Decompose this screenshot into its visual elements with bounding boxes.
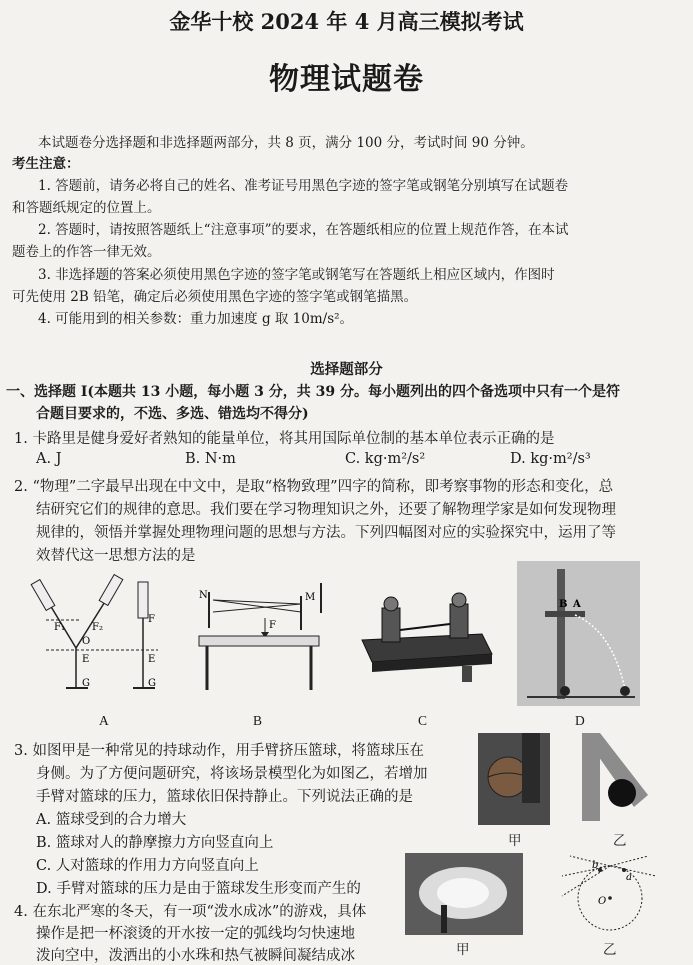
- fig-label-c: C: [418, 713, 428, 728]
- fig-a-mark-e: E: [82, 654, 90, 665]
- figure-d-projectile-apparatus: [517, 561, 640, 706]
- fig-label-b: B: [253, 713, 263, 728]
- fig-a-mark-o: O: [82, 636, 91, 647]
- q3-figure-jia-basketball: [478, 733, 550, 825]
- figure-c-torsion-balance: [352, 590, 497, 700]
- q3-fig-label-yi: 乙: [613, 833, 627, 848]
- q4-line-3: 泼向空中，泼洒出的小水珠和热气被瞬间凝结成冰: [36, 948, 355, 964]
- notice-item-1-line-2: 和答题纸规定的位置上。: [12, 200, 161, 216]
- q3-option-a: A. 篮球受到的合力增大: [36, 812, 187, 828]
- q1-option-a: A. J: [36, 451, 62, 467]
- q3-option-c: C. 人对篮球的作用力方向竖直向上: [36, 858, 259, 874]
- q1-option-d: D. kg·m²/s³: [510, 451, 591, 467]
- fig-d-mark-a: A: [573, 599, 581, 610]
- notice-item-3-line-1: 3. 非选择题的答案必须使用黑色字迹的签字笔或钢笔写在答题纸上相应区域内，作图时: [38, 267, 555, 283]
- q3-fig-label-jia: 甲: [508, 833, 522, 848]
- fig-a-mark-g: G: [82, 678, 90, 689]
- fig-a-mark-e-right: E: [148, 654, 156, 665]
- part1-instruction-line-1: 一、选择题 Ⅰ(本题共 13 小题，每小题 3 分，共 39 分。每小题列出的四个备选项中只有一个是符: [6, 384, 620, 400]
- fig-a-mark-f2: F₂: [92, 622, 103, 633]
- section-title: 选择题部分: [310, 361, 383, 378]
- figure-a-force-composition: [28, 570, 178, 700]
- q1-option-b: B. N·m: [185, 451, 236, 467]
- q4-fig-label-jia: 甲: [456, 942, 470, 957]
- q3-line-1: 3. 如图甲是一种常见的持球动作，用手臂挤压篮球，将篮球压在: [14, 743, 424, 759]
- notice-item-2-line-1: 2. 答题时，请按照答题纸上“注意事项”的要求，在答题纸相应的位置上规范作答，在本试: [38, 222, 569, 238]
- fig-label-a: A: [99, 713, 109, 728]
- q4-line-1: 4. 在东北严寒的冬天，有一项“泼水成冰”的游戏，具体: [14, 904, 367, 920]
- q2-line-3: 规律的，领悟并掌握处理物理问题的思想与方法。下列四幅图对应的实验探究中，运用了等: [36, 525, 616, 541]
- q4-fig-mark-o: O: [598, 896, 607, 907]
- fig-b-mark-n: N: [199, 590, 208, 601]
- notice-item-4: 4. 可能用到的相关参数：重力加速度 g 取 10m/s²。: [38, 311, 354, 327]
- notice-item-3-line-2: 可先使用 2B 铅笔，确定后必须使用黑色字迹的签字笔或钢笔描黑。: [12, 289, 418, 305]
- q3-line-2: 身侧。为了方便问题研究，将该场景模型化为如图乙，若增加: [36, 766, 428, 782]
- q4-line-2: 操作是把一杯滚烫的开水按一定的弧线均匀快速地: [36, 926, 355, 942]
- fig-b-mark-f: F: [269, 620, 276, 631]
- q3-option-b: B. 篮球对人的静摩擦力方向竖直向上: [36, 835, 274, 851]
- q1-stem: 1. 卡路里是健身爱好者熟知的能量单位，将其用国际单位制的基本单位表示正确的是: [14, 431, 555, 447]
- exam-title: 金华十校 2024 年 4 月高三模拟考试: [169, 9, 524, 34]
- fig-a-mark-g-right: G: [148, 678, 156, 689]
- q2-line-2: 结研究它们的规律的意思。我们要在学习物理知识之外，还要了解物理学家是如何发现物理: [36, 502, 616, 518]
- q4-fig-label-yi: 乙: [603, 942, 617, 957]
- q3-option-d: D. 手臂对篮球的压力是由于篮球发生形变而产生的: [36, 881, 361, 897]
- q2-line-1: 2. “物理”二字最早出现在中文中，是取“格物致理”四字的简称，即考察事物的形态和变化，总: [14, 479, 614, 495]
- q3-line-3: 手臂对篮球的压力，篮球依旧保持静止。下列说法正确的是: [36, 789, 413, 805]
- q4-figure-jia-splash: [405, 853, 523, 935]
- fig-d-mark-b: B: [559, 599, 568, 610]
- notice-item-1-line-1: 1. 答题前，请务必将自己的姓名、准考证号用黑色字迹的签字笔或钢笔分别填写在试题卷: [38, 178, 569, 194]
- q2-line-4: 效替代这一思想方法的是: [36, 548, 196, 564]
- part1-instruction-line-2: 合题目要求的，不选、多选、错选均不得分): [36, 406, 309, 422]
- notice-item-2-line-2: 题卷上的作答一律无效。: [12, 244, 161, 260]
- q4-figure-yi-trajectory: [548, 848, 663, 938]
- q3-figure-yi-model: [578, 733, 653, 823]
- notice-heading: 考生注意：: [12, 156, 80, 172]
- fig-label-d: D: [575, 713, 585, 728]
- q1-option-c: C. kg·m²/s²: [345, 451, 426, 467]
- figure-b-micro-deformation: [195, 578, 335, 698]
- paper-title: 物理试题卷: [269, 62, 424, 97]
- fig-a-mark-f1: F₁: [54, 622, 65, 633]
- fig-a-mark-f: F: [148, 614, 155, 625]
- intro-text: 本试题卷分选择题和非选择题两部分，共 8 页，满分 100 分，考试时间 90 分钟。: [38, 135, 534, 151]
- q4-fig-mark-b: b: [592, 860, 599, 871]
- q4-fig-mark-a: a: [626, 872, 632, 883]
- fig-b-mark-m: M: [305, 592, 316, 603]
